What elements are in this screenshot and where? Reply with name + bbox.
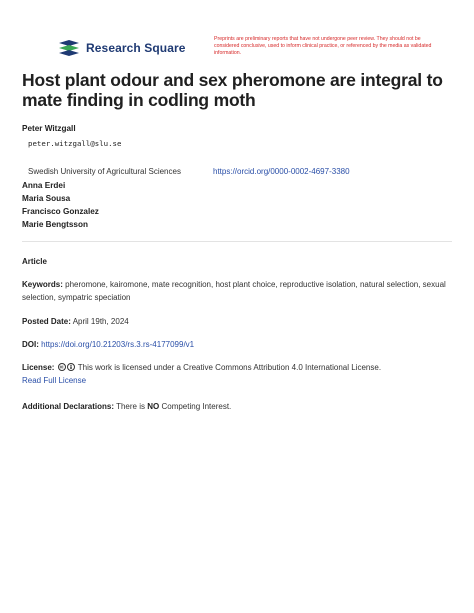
declarations-emphasis: NO — [147, 402, 160, 411]
author-affiliation: Swedish University of Agricultural Sciences — [28, 167, 181, 176]
license-label: License: — [22, 363, 55, 372]
keywords-label: Keywords: — [22, 280, 63, 289]
cc-icon — [58, 363, 66, 371]
article-type — [22, 256, 452, 269]
paper-title: Host plant odour and sex pheromone are integral to mate finding in codling moth — [22, 70, 443, 110]
doi-label: DOI: — [22, 340, 39, 349]
keywords-block — [22, 279, 452, 304]
doi-link[interactable]: https://doi.org/10.21203/rs.3.rs-4177099/v1 — [41, 340, 195, 349]
posted-date-label: Posted Date: — [22, 317, 71, 326]
research-square-logo[interactable] — [58, 38, 186, 58]
orcid-link[interactable]: https://orcid.org/0000-0002-4697-3380 — [213, 167, 350, 176]
declarations-post: Competing Interest. — [161, 402, 232, 411]
attribution-icon — [67, 363, 75, 371]
declarations-pre: There is — [116, 402, 145, 411]
doi-block — [22, 339, 452, 352]
keywords-text: pheromone, kairomone, mate recognition, host plant choice, reproductive isolation, natural selection, sexual selection, sympatric speciation — [22, 280, 446, 302]
posted-date-block — [22, 316, 452, 329]
cc-by-icon — [58, 363, 75, 371]
corresponding-author: Peter Witzgall — [22, 124, 76, 133]
posted-date-value: April 19th, 2024 — [72, 317, 129, 326]
declarations-label: Additional Declarations: — [22, 402, 115, 411]
coauthor: Marie Bengtsson — [22, 220, 88, 229]
preprint-disclaimer: Preprints are preliminary reports that have not undergone peer review. They should not be considered conclusive, used to inform clinical practice, or referenced by the media as validated information. — [214, 36, 432, 56]
research-square-logo-icon — [58, 39, 80, 57]
coauthor: Francisco Gonzalez — [22, 207, 99, 216]
article-type-label: Article — [22, 257, 47, 266]
license-block — [22, 362, 452, 387]
author-email[interactable]: peter.witzgall@slu.se — [28, 139, 122, 148]
brand-name: Research Square — [86, 41, 186, 55]
coauthor: Maria Sousa — [22, 194, 71, 203]
section-divider — [22, 241, 452, 242]
coauthor: Anna Erdei — [22, 181, 66, 190]
declarations-block — [22, 401, 452, 414]
read-full-license-link[interactable]: Read Full License — [22, 375, 87, 385]
license-text: This work is licensed under a Creative Commons Attribution 4.0 International License. — [77, 363, 382, 372]
